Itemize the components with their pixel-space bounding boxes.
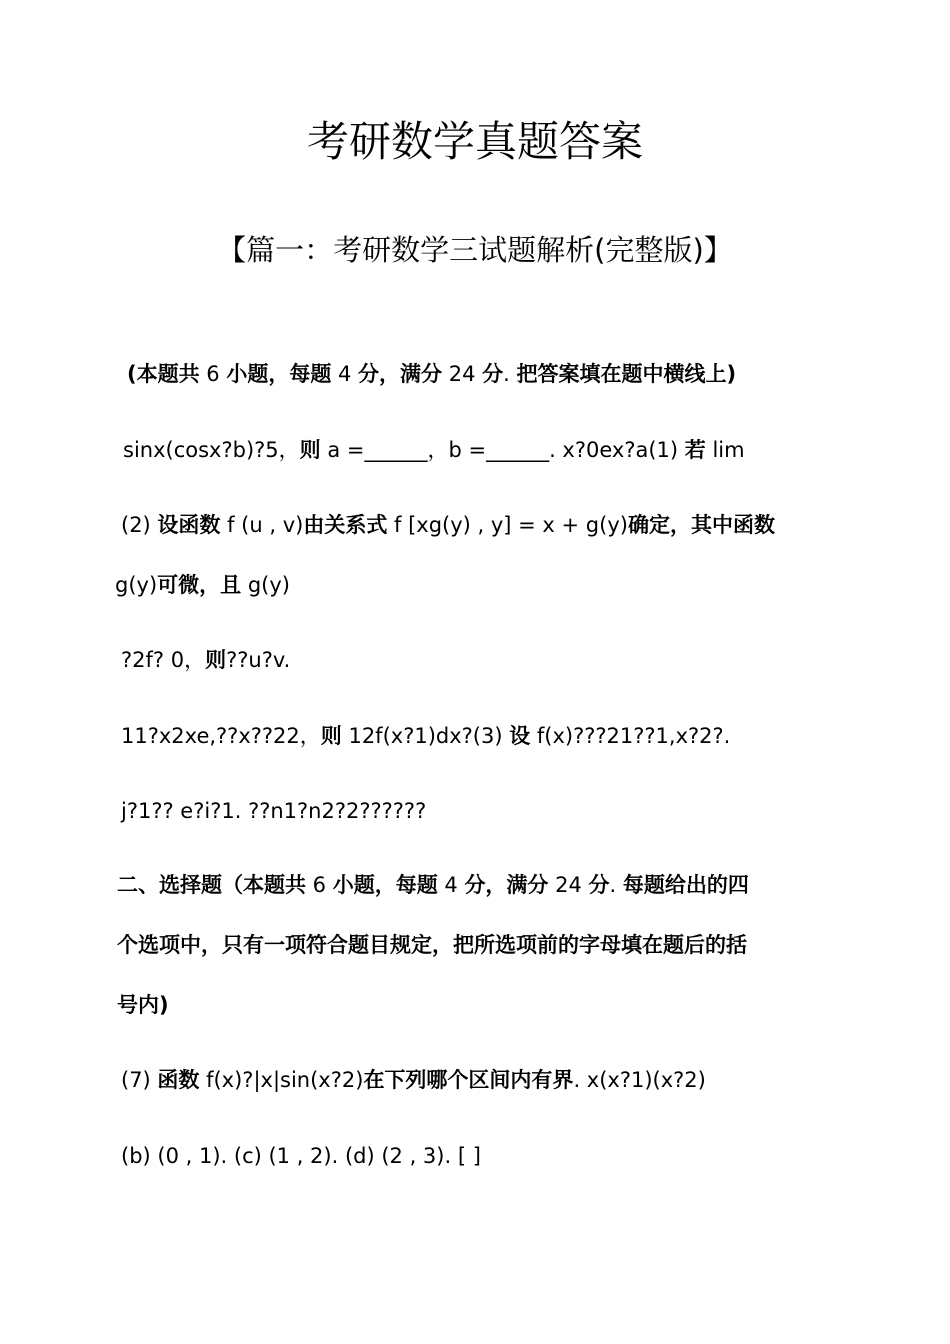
text-run: 则 xyxy=(299,438,321,462)
text-run: 24 xyxy=(548,873,589,897)
text-run: 可微，且 xyxy=(157,573,242,597)
text-run: 分，满分 xyxy=(358,362,443,386)
text-line-2 xyxy=(123,435,745,465)
text-run: g(y) xyxy=(241,573,290,597)
text-run: 则 xyxy=(320,724,342,748)
text-run: 把答案填在题中横线上) xyxy=(516,362,737,386)
text-line-7 xyxy=(121,796,426,826)
text-run: 4 xyxy=(331,362,359,386)
text-run: f (u , v) xyxy=(220,513,304,537)
text-run: 分 xyxy=(588,873,610,897)
text-run: (本题共 xyxy=(127,362,200,386)
text-run: lim xyxy=(705,438,745,462)
text-run: 分 xyxy=(482,362,504,386)
text-run: f [xg(y) , y] = x + g(y) xyxy=(387,513,628,537)
text-run: . x(x?1)(x?2) xyxy=(573,1068,706,1092)
text-run: 12f(x?1)dx?(3) xyxy=(341,724,510,748)
text-run: 若 xyxy=(684,438,706,462)
text-run: 函数 xyxy=(157,1068,200,1092)
text-run: (2) xyxy=(121,513,158,537)
text-run: (b) (0 , 1). (c) (1 , 2). (d) (2 , 3). [ ] xyxy=(121,1144,481,1168)
text-run: ??u?v. xyxy=(226,648,291,672)
text-line-11 xyxy=(121,1065,706,1095)
text-run: ?2f? 0， xyxy=(121,648,206,672)
text-run: 6 xyxy=(199,362,227,386)
text-run: g(y) xyxy=(115,573,158,597)
text-run: 二、选择题（本题共 xyxy=(117,873,306,897)
text-run: 小题，每题 xyxy=(332,873,438,897)
text-line-9 xyxy=(117,930,747,960)
document-title: 考研数学真题答案 xyxy=(306,117,643,166)
text-run: 由关系式 xyxy=(303,513,388,537)
text-line-1 xyxy=(127,359,736,389)
text-run: f(x)?|x|sin(x?2) xyxy=(199,1068,364,1092)
text-run: 6 xyxy=(306,873,333,897)
text-line-12 xyxy=(121,1141,481,1171)
text-line-5 xyxy=(121,645,290,675)
text-line-4 xyxy=(115,570,290,600)
text-run: 则 xyxy=(205,648,227,672)
text-line-6 xyxy=(121,721,730,751)
text-run: 设 xyxy=(509,724,531,748)
text-line-3 xyxy=(121,510,775,540)
text-run: 4 xyxy=(437,873,465,897)
section-heading: 【篇一：考研数学三试题解析(完整版)】 xyxy=(217,233,733,267)
text-run: . xyxy=(609,873,623,897)
text-run: (7) xyxy=(121,1068,158,1092)
text-run: 号内) xyxy=(117,993,169,1017)
text-line-8 xyxy=(117,870,749,900)
text-run: 小题，每题 xyxy=(226,362,332,386)
text-run: 设函数 xyxy=(157,513,221,537)
text-run: . xyxy=(503,362,517,386)
text-run: j?1?? e?i?1. ??n1?n2?2?????? xyxy=(121,799,427,823)
text-run: f(x)???21??1,x?2?. xyxy=(530,724,731,748)
text-line-10 xyxy=(117,990,169,1020)
text-run: 11?x2xe,??x??22， xyxy=(121,724,321,748)
text-run: a =______，b =______. x?0ex?a(1) xyxy=(320,438,685,462)
text-run: 在下列哪个区间内有界 xyxy=(363,1068,574,1092)
text-run: 24 xyxy=(442,362,483,386)
text-run: 分，满分 xyxy=(464,873,549,897)
text-run: sinx(cosx?b)?5， xyxy=(123,438,300,462)
text-run: 个选项中，只有一项符合题目规定，把所选项前的字母填在题后的括 xyxy=(117,933,747,957)
text-run: 每题给出的四 xyxy=(622,873,749,897)
text-run: 确定，其中函数 xyxy=(627,513,775,537)
